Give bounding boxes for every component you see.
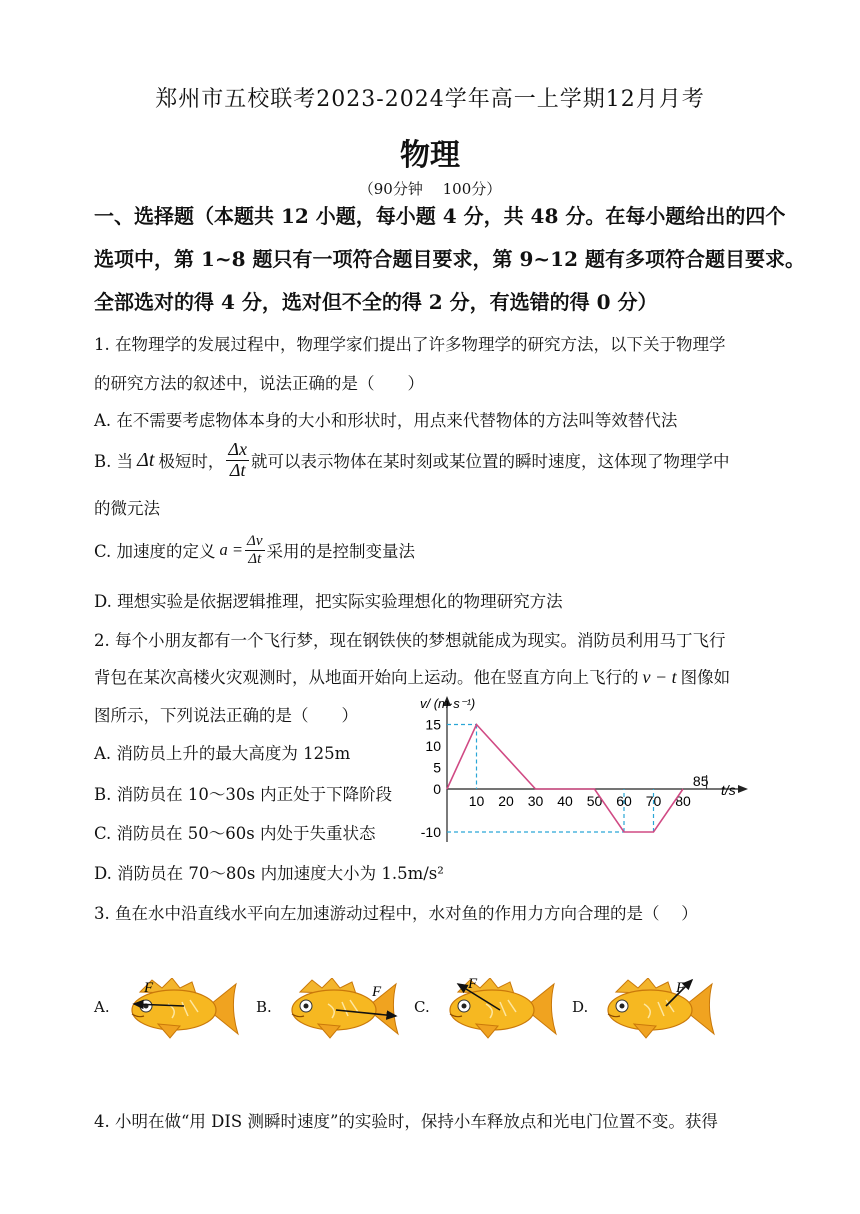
- q2-stem-line2-text: 背包在某次高楼火灾观测时，从地面开始向上运动。他在竖直方向上飞行的: [94, 668, 639, 687]
- q1-option-a: A. 在不需要考虑物体本身的大小和形状时，用点来代替物体的方法叫等效替代法: [94, 411, 678, 430]
- force-label: F: [372, 984, 382, 1000]
- x-tick-label: 70: [645, 793, 662, 809]
- x-tick-label: 20: [498, 793, 514, 809]
- force-label: F: [468, 978, 478, 992]
- y-tick-label: 10: [425, 738, 441, 754]
- x-tick-label: 10: [468, 793, 485, 809]
- y-axis-label: v/ (m·s⁻¹): [420, 696, 476, 711]
- q1-c-suffix: 采用的是控制变量法: [266, 542, 416, 561]
- q1-b-denominator: Δt: [229, 459, 246, 480]
- fish-icon: [292, 978, 398, 1038]
- fish-figure-c: [436, 978, 561, 1044]
- fish-figure-d: [594, 978, 719, 1044]
- x-tick-label: 30: [527, 793, 544, 809]
- q1-b-mid: 极短时，: [158, 452, 225, 472]
- x-extra-label: 85: [692, 773, 709, 789]
- q2-vt-symbol: v − t: [642, 667, 677, 687]
- q3-option-d-label: D.: [572, 998, 589, 1016]
- q2-stem-line2-suffix: 图像如: [680, 668, 731, 687]
- q1-option-d: D. 理想实验是依据逻辑推理，把实际实验理想化的物理研究方法: [94, 592, 563, 611]
- page-title: 郑州市五校联考2023-2024学年高一上学期12月月考: [155, 87, 705, 112]
- y-tick-label: 5: [433, 759, 441, 776]
- force-label: F: [144, 980, 154, 996]
- section-heading-line2: 选项中，第 1~8 题只有一项符合题目要求，第 9~12 题有多项符合题目要求。: [94, 247, 805, 271]
- x-tick-label: 80: [675, 793, 691, 809]
- q2-option-b: B. 消防员在 10～30s 内正处于下降阶段: [94, 785, 393, 804]
- q3-option-b-label: B.: [256, 998, 272, 1016]
- q1-c-numerator: Δv: [247, 533, 263, 549]
- fish-svg: [594, 978, 719, 1040]
- q1-c-a: a =: [219, 540, 244, 559]
- q2-stem-line2: [94, 664, 730, 688]
- y-tick-label: 15: [425, 716, 441, 733]
- velocity-series-line: [447, 725, 683, 833]
- vt-graph: [410, 690, 760, 850]
- fish-icon: [450, 978, 556, 1038]
- q1-b-prefix: B. 当: [94, 452, 134, 472]
- q2-option-d: D. 消防员在 70～80s 内加速度大小为 1.5m/s²: [94, 864, 444, 883]
- q2-stem-line1: 2. 每个小朋友都有一个飞行梦，现在钢铁侠的梦想就能成为现实。消防员利用马丁飞行: [94, 631, 726, 650]
- y-tick-label: -10: [420, 824, 441, 840]
- q1-c-prefix: C. 加速度的定义: [94, 542, 216, 561]
- fish-figure-b: [278, 978, 403, 1044]
- section-heading-line3: 全部选对的得 4 分，选对但不全的得 2 分，有选错的得 0 分）: [94, 290, 658, 314]
- x-axis-label: t/s: [721, 782, 736, 798]
- x-axis-arrow: [738, 785, 748, 793]
- q1-c-fraction: [245, 533, 264, 567]
- fish-svg: [278, 978, 403, 1040]
- q3-stem: 3. 鱼在水中沿直线水平向左加速游动过程中，水对鱼的作用力方向合理的是（ ）: [94, 904, 698, 923]
- q1-b-dt: Δt: [137, 448, 155, 471]
- q1-b-fraction: [226, 440, 249, 481]
- q1-option-c: [94, 533, 415, 567]
- q1-stem-line1: 1. 在物理学的发展过程中，物理学家们提出了许多物理学的研究方法，以下关于物理学: [94, 335, 726, 354]
- q1-option-b: [94, 440, 729, 481]
- q2-stem-line3: 图所示，下列说法正确的是（ ）: [94, 706, 358, 725]
- fish-icon: [608, 978, 714, 1038]
- q1-b-numerator: Δx: [228, 439, 247, 459]
- force-label: F: [676, 980, 686, 996]
- fish-figure-a: [118, 978, 243, 1044]
- q3-option-c-label: C.: [414, 998, 430, 1016]
- q1-c-denominator: Δt: [248, 550, 262, 567]
- fish-svg: [436, 978, 561, 1040]
- subject-title: 物理: [400, 138, 460, 173]
- fish-svg: [118, 978, 243, 1040]
- q1-option-b-line2: 的微元法: [94, 499, 160, 518]
- exam-meta: （90分钟 100分）: [358, 180, 502, 198]
- q1-stem-line2: 的研究方法的叙述中，说法正确的是（ ）: [94, 374, 424, 393]
- q3-option-a-label: A.: [94, 998, 110, 1016]
- x-tick-label: 60: [616, 793, 632, 809]
- q4-stem-line1: 4. 小明在做“用 DIS 测瞬时速度”的实验时，保持小车释放点和光电门位置不变。获得: [94, 1112, 718, 1131]
- section-heading-line1: 一、选择题（本题共 12 小题，每小题 4 分，共 48 分。在每小题给出的四个: [94, 204, 786, 228]
- y-tick-label: 0: [433, 781, 441, 797]
- q2-option-c: C. 消防员在 50～60s 内处于失重状态: [94, 824, 376, 843]
- q1-b-suffix: 就可以表示物体在某时刻或某位置的瞬时速度，这体现了物理学中: [250, 452, 730, 472]
- x-tick-label: 50: [586, 793, 603, 809]
- q2-option-a: A. 消防员上升的最大高度为 125m: [94, 744, 351, 763]
- x-tick-label: 40: [557, 793, 573, 809]
